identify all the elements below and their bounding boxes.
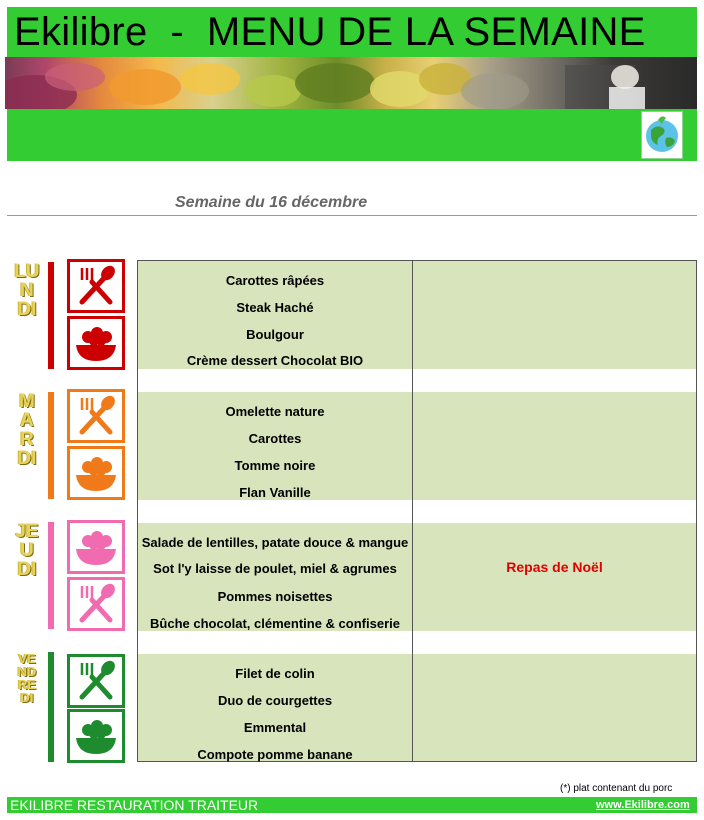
- dish-item: Duo de courgettes: [217, 693, 333, 708]
- dish-item: Salade de lentilles, patate douce & mangue: [141, 535, 409, 550]
- footer-company-name: EKILIBRE RESTAURATION TRAITEUR: [10, 797, 259, 813]
- salad-bowl-icon: [67, 446, 125, 500]
- day-name-mardi: MARDI: [17, 391, 37, 469]
- menu-table: [137, 260, 697, 762]
- dish-item: Steak Haché: [236, 300, 314, 315]
- dish-item: Carottes râpées: [225, 273, 325, 288]
- dish-item: Flan Vanille: [239, 485, 311, 500]
- footnote: (*) plat contenant du porc: [560, 783, 673, 794]
- dish-item: Filet de colin: [235, 666, 315, 681]
- cutlery-icon: [67, 389, 125, 443]
- page-title: Ekilibre - MENU DE LA SEMAINE: [14, 10, 646, 54]
- salad-bowl-icon: [67, 709, 125, 763]
- column-divider: [412, 261, 413, 761]
- dish-item: Tomme noire: [234, 458, 316, 473]
- day-bar-mardi: [48, 392, 54, 499]
- banner-photo: [5, 57, 697, 109]
- dish-item: Emmental: [243, 720, 307, 735]
- cutlery-icon: [67, 577, 125, 631]
- salad-bowl-icon: [67, 316, 125, 370]
- day-bar-vendredi: [48, 652, 54, 762]
- dish-item: Boulgour: [246, 327, 304, 342]
- day-name-lundi: LUNDI: [14, 261, 40, 320]
- salad-bowl-icon: [67, 520, 125, 574]
- dish-item: Compote pomme banane: [197, 747, 353, 762]
- day-bar-jeudi: [48, 522, 54, 629]
- dish-item: Bûche chocolat, clémentine & confiserie: [150, 616, 400, 631]
- special-meal-label: Repas de Noël: [506, 559, 603, 575]
- globe-logo-icon: [641, 111, 683, 159]
- dish-item: Omelette nature: [225, 404, 325, 419]
- week-label: Semaine du 16 décembre: [175, 194, 368, 211]
- dish-item: Pommes noisettes: [217, 589, 333, 604]
- header-green-strip: [7, 109, 697, 161]
- dish-item: Sot l'y laisse de poulet, miel & agrumes: [153, 561, 397, 576]
- divider: [7, 215, 697, 216]
- dish-item: Crème dessert Chocolat BIO: [186, 353, 364, 368]
- day-name-jeudi: JEUDI: [15, 521, 39, 580]
- footer-website-link[interactable]: www.Ekilibre.com: [596, 799, 690, 811]
- dish-item: Carottes: [248, 431, 302, 446]
- day-name-vendredi: VENDREDI: [17, 651, 37, 705]
- cutlery-icon: [67, 654, 125, 708]
- day-bar-lundi: [48, 262, 54, 369]
- cutlery-icon: [67, 259, 125, 313]
